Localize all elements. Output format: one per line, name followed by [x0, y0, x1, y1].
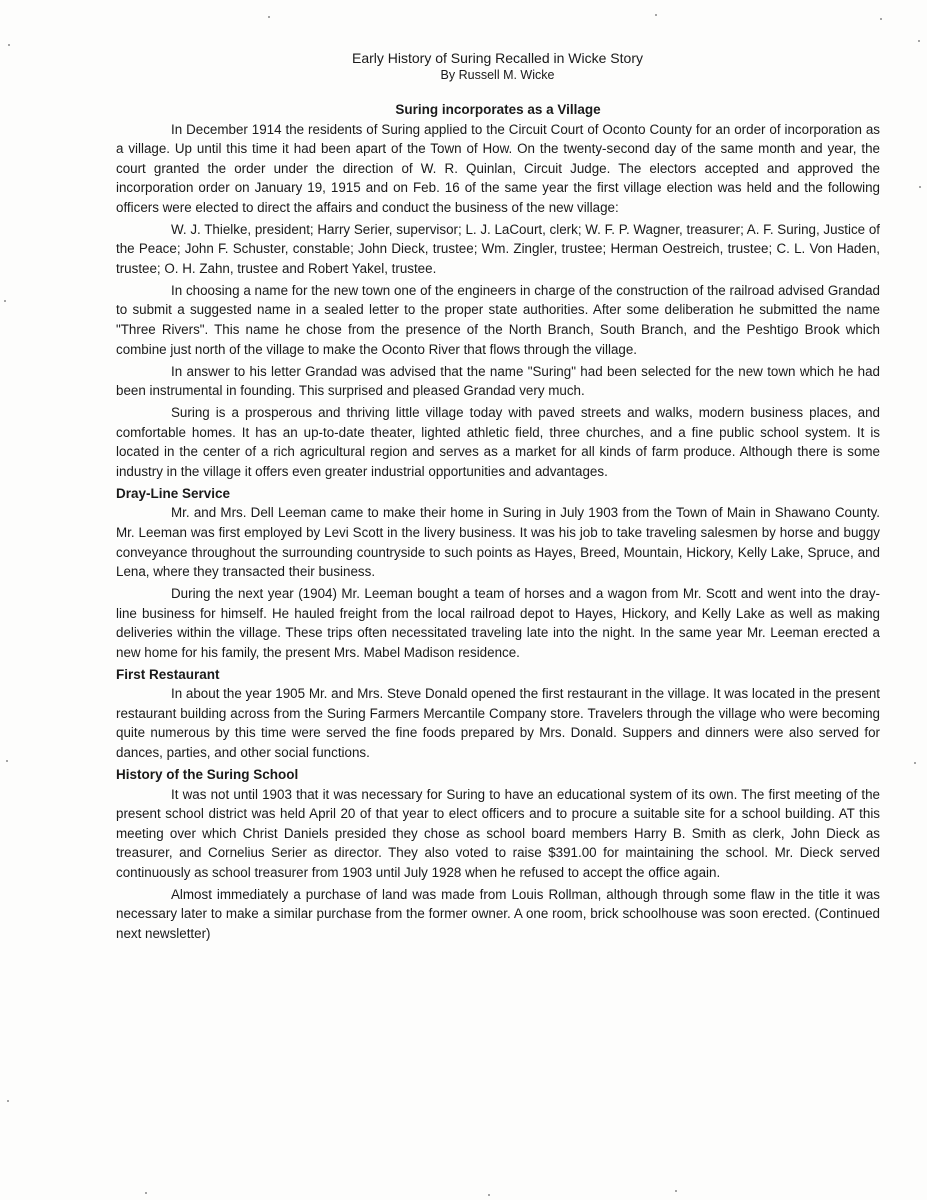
scan-speck — [6, 760, 8, 762]
scan-speck — [268, 16, 270, 18]
paragraph: In December 1914 the residents of Suring applied to the Circuit Court of Oconto County for an order of incorporation as a village. Up until this time it had been apart of the Town of How. On the twenty-second day of the same month and year, the court granted the order under the direction of W. R. Quinlan, Circuit Judge. The electors accepted and approved the incorporation order on January 19, 1915 and on Feb. 16 of the same year the first village election was held and the following officers were elected to direct the affairs and conduct the business of the new village: — [116, 121, 880, 215]
scan-speck — [8, 44, 10, 46]
scan-speck — [914, 762, 916, 764]
scan-speck — [918, 40, 920, 42]
paragraph: Almost immediately a purchase of land was made from Louis Rollman, although through some flaw in the title it was necessary later to make a similar purchase from the former owner. A one room, brick schoolhouse was soon erected. (Continued next newsletter) — [116, 886, 880, 941]
paragraph: It was not until 1903 that it was necessary for Suring to have an educational system of its own. The first meeting of the present school district was held April 20 of that year to elect officers and to procure a suitable site for a school building. AT this meeting over which Christ Daniels presided they chose as school board members Harry B. Smith as clerk, John Dieck as treasurer, and Cornelius Serier as director. They also voted to raise $391.00 for maintaining the school. Mr. Dieck served continuously as school treasurer from 1903 until July 1928 when he refused to accept the office again. — [116, 786, 880, 880]
scan-speck — [488, 1194, 490, 1196]
paragraph: In answer to his letter Grandad was advised that the name "Suring" had been selected for the new town which he had been instrumental in founding. This surprised and pleased Grandad very much. — [116, 363, 880, 399]
article-byline: By Russell M. Wicke — [440, 68, 555, 82]
paragraph: In choosing a name for the new town one of the engineers in charge of the construction of the railroad advised Grandad to submit a suggested name in a sealed letter to the proper state authorities. After some deliberation he submitted the name "Three Rivers". This name he chose from the presence of the North Branch, South Branch, and the Peshtigo Brook which combine just north of the village to make the Oconto River that flows through the village. — [116, 282, 880, 357]
scan-speck — [880, 18, 882, 20]
section-heading-restaurant: First Restaurant — [116, 666, 220, 682]
section-heading-dray-line: Dray-Line Service — [116, 485, 231, 501]
section-heading-school: History of the Suring School — [116, 767, 299, 783]
scan-speck — [919, 186, 921, 188]
article-body — [116, 100, 880, 946]
paragraph: W. J. Thielke, president; Harry Serier, supervisor; L. J. LaCourt, clerk; W. F. P. Wagner, treasurer; A. F. Suring, Justice of the Peace; John F. Schuster, constable; John Dieck, trustee; Wm. Zingler, trustee; Herman Oestreich, trustee; C. L. Von Haden, trustee; O. H. Zahn, trustee and Robert Yakel, trustee. — [116, 221, 880, 276]
scan-speck — [655, 14, 657, 16]
scan-speck — [145, 1192, 147, 1194]
article-title: Early History of Suring Recalled in Wicke Story — [352, 50, 643, 66]
paragraph: In about the year 1905 Mr. and Mrs. Steve Donald opened the first restaurant in the village. It was located in the present restaurant building across from the Suring Farmers Mercantile Company store. Travelers through the village who were becoming quite numerous by this time were served the fine foods prepared by Mrs. Donald. Suppers and dinners were also served for dances, parties, and other social functions. — [116, 686, 880, 760]
scan-speck — [7, 1100, 9, 1102]
scan-speck — [4, 300, 6, 302]
section-heading-incorporation: Suring incorporates as a Village — [395, 102, 601, 117]
paragraph: During the next year (1904) Mr. Leeman bought a team of horses and a wagon from Mr. Scott and went into the dray-line business for himself. He hauled freight from the local railroad depot to Hayes, Hickory, and Kelly Lake as well as making deliveries within the village. These trips often necessitated traveling late into the night. In the same year Mr. Leeman erected a new home for his family, the present Mrs. Mabel Madison residence. — [116, 586, 880, 660]
paragraph: Mr. and Mrs. Dell Leeman came to make their home in Suring in July 1903 from the Town of Main in Shawano County. Mr. Leeman was first employed by Levi Scott in the livery business. It was his job to take traveling salesmen by horse and buggy conveyance throughout the surrounding countryside to such points as Hayes, Breed, Mountain, Hickory, Kelly Lake, Spruce, and Lena, where they transacted their business. — [116, 505, 880, 580]
paragraph: Suring is a prosperous and thriving little village today with paved streets and walks, modern business places, and comfortable homes. It has an up-to-date theater, lighted athletic field, three churches, and a fine public school system. It is located in the center of a rich agricultural region and serves as a market for all kinds of farm produce. Although there is some industry in the village it offers even greater industrial opportunities and advantages. — [116, 405, 880, 479]
scan-speck — [675, 1190, 677, 1192]
